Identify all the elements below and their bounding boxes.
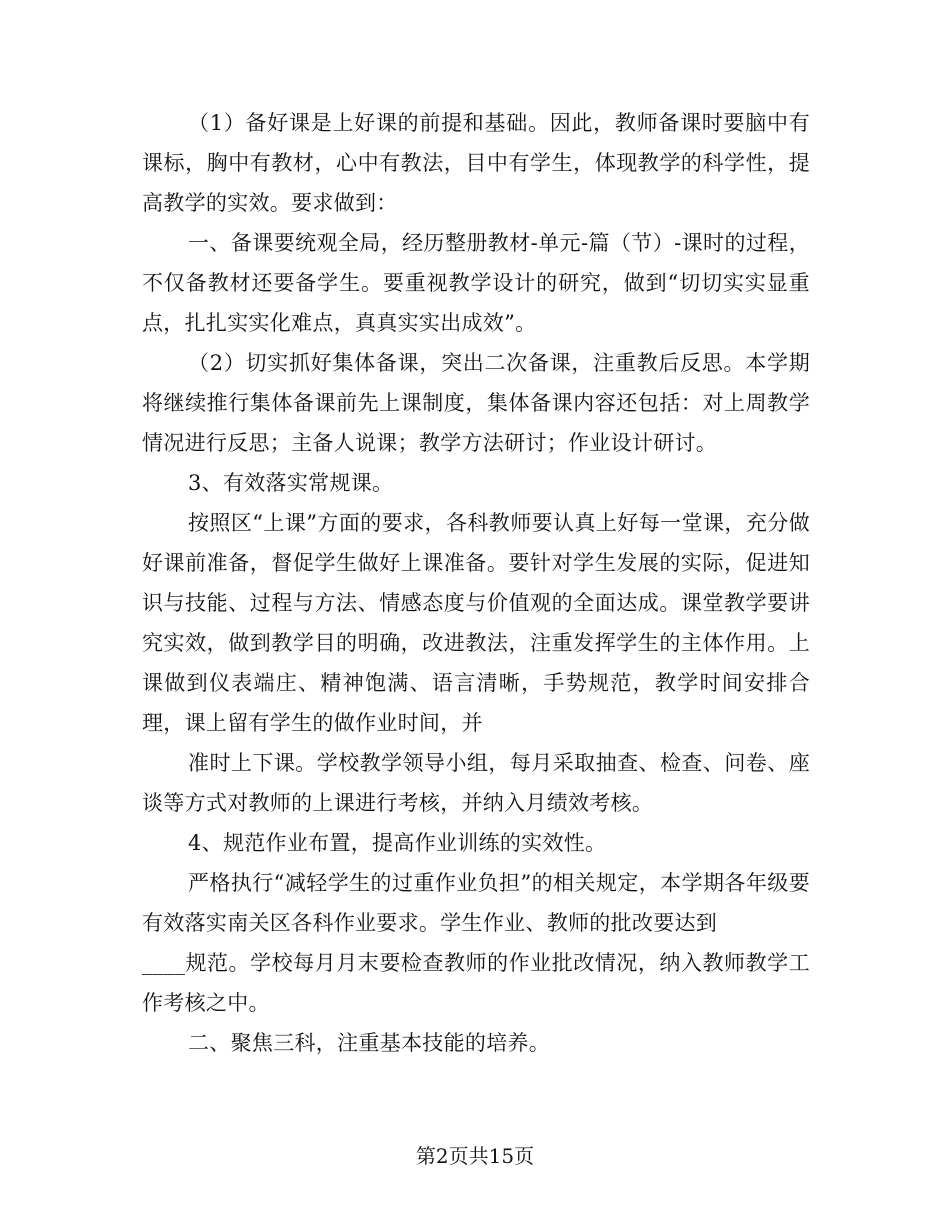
paragraph-lesson-prep: （1）备好课是上好课的前提和基础。因此，教师备课时要脑中有课标，胸中有教材，心中有教法，目中有学生，体现教学的科学性，提高教学的实效。要求做到： xyxy=(142,111,810,215)
paragraph-class-requirements: 按照区“上课”方面的要求，各科教师要认真上好每一堂课，充分做好课前准备，督促学生做好上课准备。要针对学生发展的实际，促进知识与技能、过程与方法、情感态度与价值观的全面达成。课堂教学要讲究实效，做到教学目的明确，改进教法，注重发挥学生的主体作用。上课做到仪表端庄、精神饱满、语言清晰，手势规范，教学时间安排合理，课上留有学生的做作业时间，并 xyxy=(142,511,810,735)
paragraph-heading-homework: 4、规范作业布置，提高作业训练的实效性。 xyxy=(188,831,607,855)
paragraph-homework-check: ____规范。学校每月月末要检查教师的作业批改情况，纳入教师教学工作考核之中。 xyxy=(142,951,810,1015)
paragraph-overall-planning: 一、备课要统观全局，经历整册教材-单元-篇（节）-课时的过程，不仅备教材还要备学生。要重视教学设计的研究，做到“切切实实显重点，扎扎实实化难点，真真实实出成效”。 xyxy=(142,231,810,335)
paragraph-collective-prep: （2）切实抓好集体备课，突出二次备课，注重教后反思。本学期将继续推行集体备课前先上课制度，集体备课内容还包括：对上周教学情况进行反思；主备人说课；教学方法研讨；作业设计研讨。 xyxy=(142,351,810,455)
paragraph-heading-three-subjects: 二、聚焦三科，注重基本技能的培养。 xyxy=(188,1031,551,1055)
paragraph-homework-rules: 严格执行“减轻学生的过重作业负担”的相关规定，本学期各年级要有效落实南关区各科作业要求。学生作业、教师的批改要达到 xyxy=(142,871,810,935)
page-number-footer: 第2页共15页 xyxy=(415,1144,535,1168)
paragraph-class-assessment: 准时上下课。学校教学领导小组，每月采取抽查、检查、问卷、座谈等方式对教师的上课进行考核，并纳入月绩效考核。 xyxy=(142,751,810,815)
document-body xyxy=(142,103,810,1063)
paragraph-heading-regular-class: 3、有效落实常规课。 xyxy=(188,471,394,495)
